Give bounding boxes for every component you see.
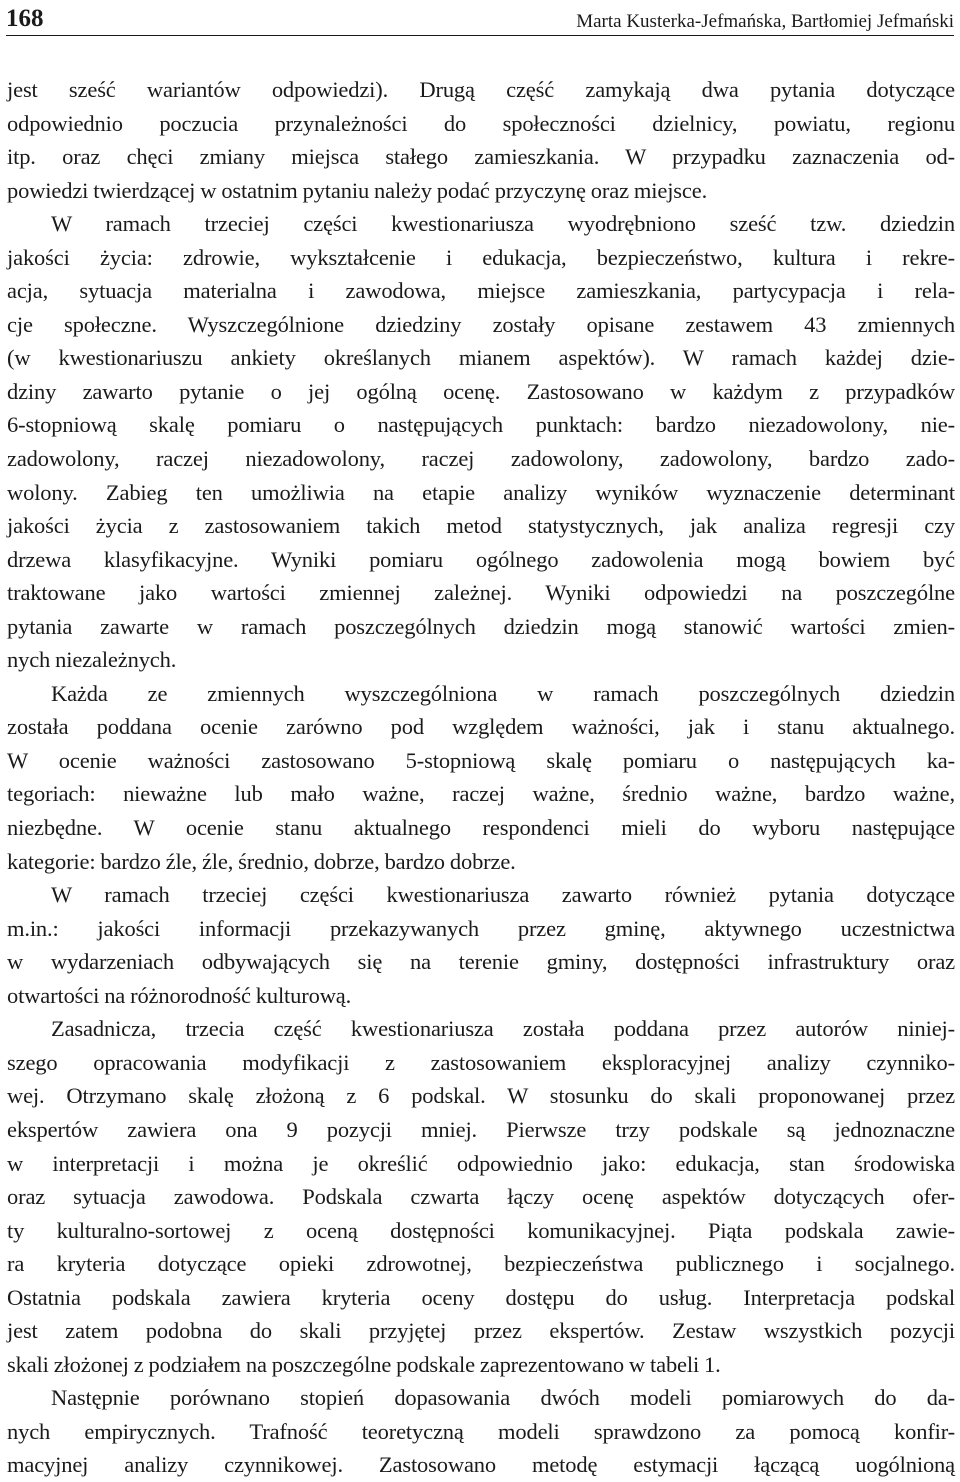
text-line: kategorie: bardzo źle, źle, średnio, dobrze, bardzo dobrze. bbox=[7, 848, 516, 874]
text-line: ekspertów zawiera ona 9 pozycji mniej. Pierwsze trzy podskale są jednoznaczne bbox=[7, 1116, 955, 1142]
text-line: oraz sytuacja zawodowa. Podskala czwarta łączy ocenę aspektów dotyczących ofer- bbox=[7, 1184, 955, 1210]
running-head-authors: Marta Kusterka-Jefmańska, Bartłomiej Jefmański bbox=[576, 11, 954, 32]
text-line: szego opracowania modyfikacji z zastosowaniem eksploracyjnej analizy czynniko- bbox=[7, 1049, 955, 1075]
text-line: W ocenie ważności zastosowano 5-stopniową skalę pomiaru o następujących ka- bbox=[7, 747, 955, 773]
text-line: 6-stopniową skalę pomiaru o następujących punktach: bardzo niezadowolony, nie- bbox=[7, 412, 955, 438]
text-line: Zasadnicza, trzecia część kwestionariusza została poddana przez autorów niniej- bbox=[51, 1016, 955, 1042]
text-line: niezbędne. W ocenie stanu aktualnego respondenci mieli do wyboru następujące bbox=[7, 815, 955, 841]
text-line: wej. Otrzymano skalę złożoną z 6 podskal. W stosunku do skali proponowanej przez bbox=[7, 1083, 955, 1109]
text-line: ra kryteria dotyczące opieki zdrowotnej, bezpieczeństwa publicznego i socjalnego. bbox=[7, 1251, 955, 1277]
text-line: Następnie porównano stopień dopasowania dwóch modeli pomiarowych do da- bbox=[51, 1385, 955, 1411]
text-line: dziny zawarto pytanie o jej ogólną ocenę. Zastosowano w każdym z przypadków bbox=[7, 378, 955, 404]
text-line: drzewa klasyfikacyjne. Wyniki pomiaru ogólnego zadowolenia mogą bowiem być bbox=[7, 546, 955, 572]
text-line: nych empirycznych. Trafność teoretyczną modeli sprawdzono za pomocą konfir- bbox=[7, 1418, 955, 1444]
text-line: m.in.: jakości informacji przekazywanych przez gminę, aktywnego uczestnictwa bbox=[7, 915, 955, 941]
text-line: skali złożonej z podziałem na poszczególne podskale zaprezentowano w tabeli 1. bbox=[7, 1351, 721, 1377]
text-line: w wydarzeniach odbywających się na terenie gminy, dostępności infrastruktury oraz bbox=[7, 949, 955, 975]
text-line: ty kulturalno-sortowej z oceną dostępności komunikacyjnej. Piąta podskala zawie- bbox=[7, 1217, 955, 1243]
body-text bbox=[7, 73, 955, 1482]
text-line: (w kwestionariuszu ankiety określanych mianem aspektów). W ramach każdej dzie- bbox=[7, 345, 955, 371]
text-line: pytania zawarte w ramach poszczególnych dziedzin mogą stanowić wartości zmien- bbox=[7, 613, 955, 639]
text-line: Ostatnia podskala zawiera kryteria oceny dostępu do usług. Interpretacja podskal bbox=[7, 1284, 955, 1310]
text-line: cje społeczne. Wyszczególnione dziedziny zostały opisane zestawem 43 zmiennych bbox=[7, 311, 955, 337]
text-line: wolony. Zabieg ten umożliwia na etapie analizy wyników wyznaczenie determinant bbox=[7, 479, 955, 505]
text-line: macyjnej analizy czynnikowej. Zastosowano metodę estymacji łączącą uogólnioną bbox=[7, 1452, 955, 1478]
text-line: tegoriach: nieważne lub mało ważne, raczej ważne, średnio ważne, bardzo ważne, bbox=[7, 781, 955, 807]
text-line: itp. oraz chęci zmiany miejsca stałego zamieszkania. W przypadku zaznaczenia od- bbox=[7, 144, 955, 170]
text-line: w interpretacji i można je określić odpowiednio jako: edukacja, stan środowiska bbox=[7, 1150, 955, 1176]
text-line: traktowane jako wartości zmiennej zależnej. Wyniki odpowiedzi na poszczególne bbox=[7, 580, 955, 606]
page-number: 168 bbox=[6, 5, 44, 32]
text-line: acja, sytuacja materialna i zawodowa, miejsce zamieszkania, partycypacja i rela- bbox=[7, 278, 955, 304]
running-header bbox=[6, 0, 954, 36]
text-line: jakości życia: zdrowie, wykształcenie i edukacja, bezpieczeństwo, kultura i rekre- bbox=[7, 244, 955, 270]
text-line: otwartości na różnorodność kulturową. bbox=[7, 982, 352, 1008]
text-line: zadowolony, raczej niezadowolony, raczej zadowolony, zadowolony, bardzo zado- bbox=[7, 446, 955, 472]
text-line: odpowiednio poczucia przynależności do społeczności dzielnicy, powiatu, regionu bbox=[7, 110, 955, 136]
text-line: została poddana ocenie zarówno pod względem ważności, jak i stanu aktualnego. bbox=[7, 714, 955, 740]
text-line: powiedzi twierdzącej w ostatnim pytaniu należy podać przyczynę oraz miejsce. bbox=[7, 177, 708, 203]
text-line: nych niezależnych. bbox=[7, 647, 177, 673]
text-line: jest zatem podobna do skali przyjętej przez ekspertów. Zestaw wszystkich pozycji bbox=[7, 1318, 955, 1344]
text-line: jest sześć wariantów odpowiedzi). Drugą część zamykają dwa pytania dotyczące bbox=[7, 77, 955, 102]
text-line: jakości życia z zastosowaniem takich metod statystycznych, jak analiza regresji czy bbox=[7, 513, 955, 539]
text-line: W ramach trzeciej części kwestionariusza wyodrębniono sześć tzw. dziedzin bbox=[51, 211, 955, 237]
text-line: Każda ze zmiennych wyszczególniona w ramach poszczególnych dziedzin bbox=[51, 680, 955, 706]
text-line: W ramach trzeciej części kwestionariusza zawarto również pytania dotyczące bbox=[51, 882, 955, 908]
